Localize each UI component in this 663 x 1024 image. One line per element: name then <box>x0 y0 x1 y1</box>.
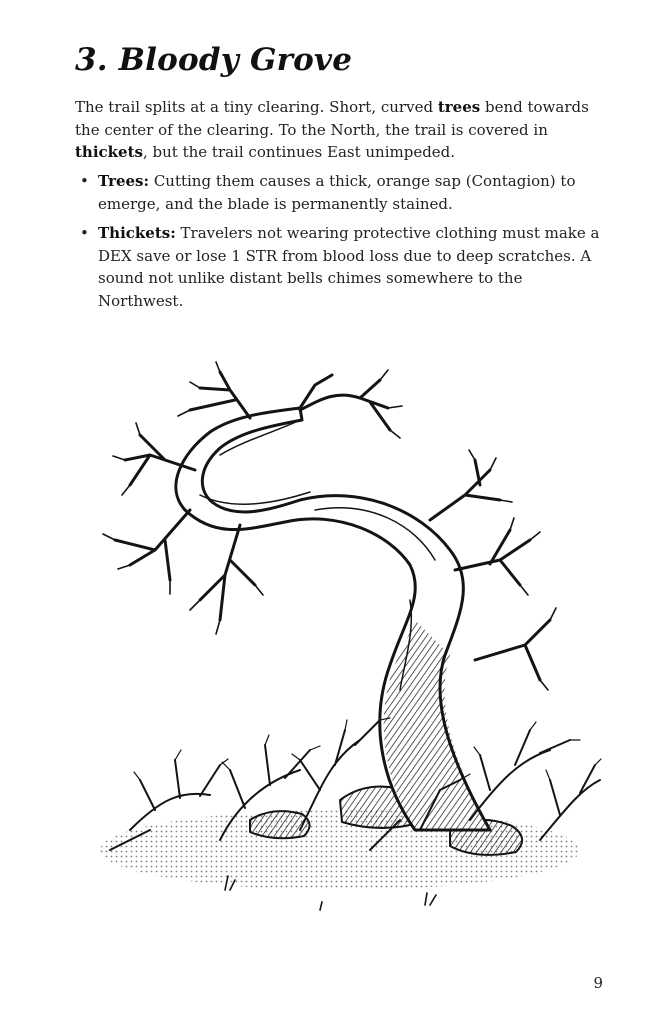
gnarled-tree-icon <box>70 360 610 930</box>
intro-keyword-trees: trees <box>437 98 481 116</box>
rules-list <box>77 170 602 319</box>
bullet: • <box>80 172 89 190</box>
rule-term-trees: Trees: <box>98 172 150 190</box>
rule-text-thickets: Travelers not wearing protective clothing must make a DEX save or lose 1 STR from blood loss due to deep scratches. A sound not unlike distant bells chimes somewhere to the Northwest. <box>98 224 600 310</box>
intro-text: , but the trail continues East unimpeded. <box>142 143 456 161</box>
list-item-thickets <box>77 222 602 312</box>
page-title: 3. Bloody Grove <box>75 42 353 78</box>
intro-text: The trail splits at a tiny clearing. Short, curved <box>75 98 438 116</box>
rule-term-thickets: Thickets: <box>98 224 176 242</box>
rule-text-trees: Cutting them causes a thick, orange sap (Contagion) to emerge, and the blade is permanently stained. <box>98 172 576 213</box>
intro-keyword-thickets: thickets <box>75 143 143 161</box>
intro-paragraph <box>75 96 605 164</box>
intro-text: bend towards the center of the clearing. To the North, the trail is covered in <box>75 98 589 139</box>
list-item-trees <box>77 170 602 215</box>
page-number: 9 <box>593 974 603 992</box>
bullet: • <box>80 224 89 242</box>
